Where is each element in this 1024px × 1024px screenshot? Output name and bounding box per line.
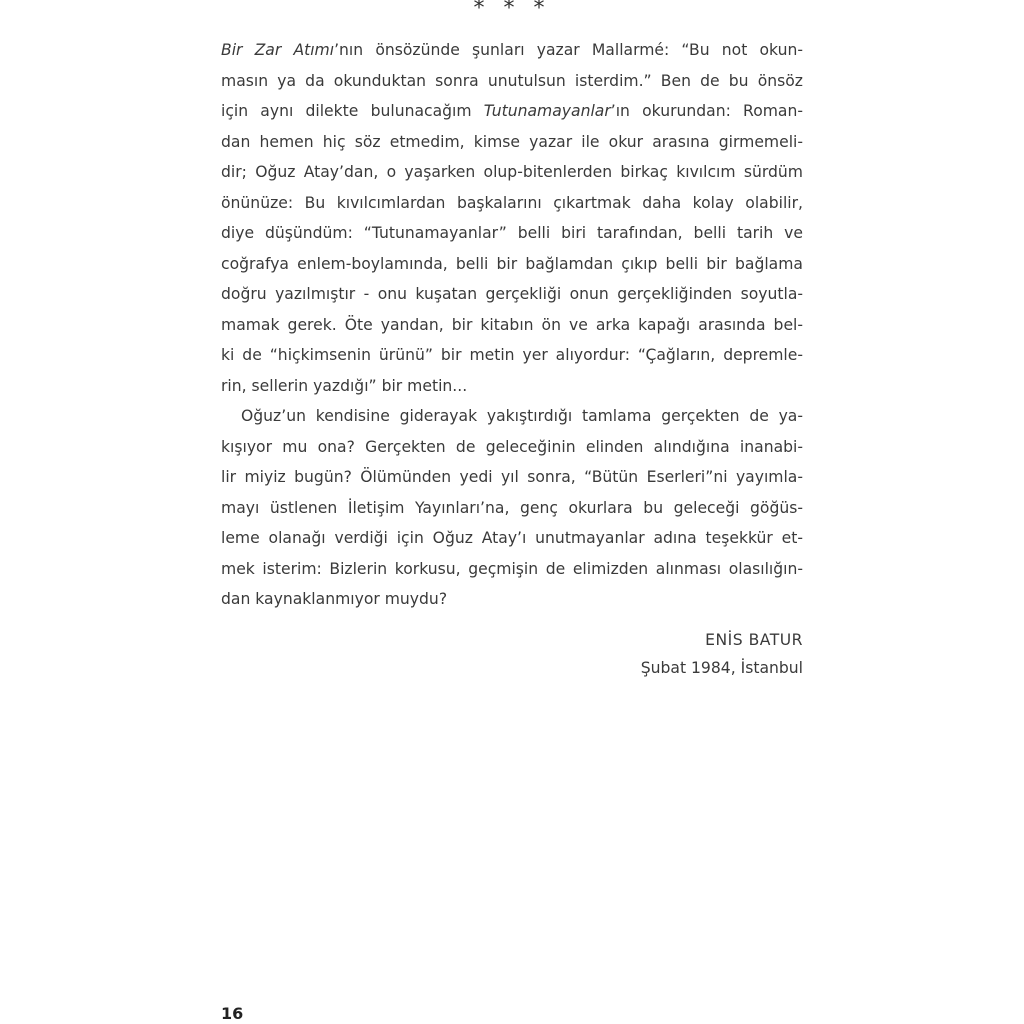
text-segment: coğrafya enlem-boylamında, belli bir bağlamdan çıkıp belli bir bağlama xyxy=(221,254,803,273)
text-segment: dan hemen hiç söz etmedim, kimse yazar ile okur arasına girmemeli- xyxy=(221,132,803,151)
signature-date: Şubat 1984, İstanbul xyxy=(640,659,803,677)
text-segment: lir miyiz bugün? Ölümünden yedi yıl sonra, “Bütün Eserleri”ni yayımla- xyxy=(221,468,803,486)
text-segment: rin, sellerin yazdığı” bir metin... xyxy=(221,376,468,395)
text-line xyxy=(221,157,803,188)
text-line xyxy=(221,127,803,158)
text-line xyxy=(221,249,803,280)
text-segment: ’nın önsözünde şunları yazar Mallarmé: “Bu not okun- xyxy=(334,41,803,59)
text-line xyxy=(221,554,803,585)
text-line xyxy=(221,66,803,97)
text-segment: için aynı dilekte bulunacağım xyxy=(221,102,484,120)
text-segment: doğru yazılmıştır - onu kuşatan gerçekliği onun gerçekliğinden soyutla- xyxy=(221,285,803,303)
book-title: Tutunamayanlar xyxy=(483,102,611,120)
text-segment: leme olanağı verdiği için Oğuz Atay’ı unutmayanlar adına teşekkür et- xyxy=(221,529,803,547)
text-segment: önünüze: Bu kıvılcımlardan başkalarını çıkartmak daha kolay olabilir, xyxy=(221,193,803,212)
text-segment: ki de “hiçkimsenin ürünü” bir metin yer alıyordur: “Çağların, depremle- xyxy=(221,346,803,364)
text-segment: diye düşündüm: “Tutunamayanlar” belli biri tarafından, belli tarih ve xyxy=(221,224,803,242)
text-line xyxy=(221,523,803,554)
page-number: 16 xyxy=(221,1004,244,1023)
text-line xyxy=(221,462,803,493)
text-segment: dan kaynaklanmıyor muydu? xyxy=(221,590,448,608)
text-line xyxy=(221,188,803,219)
text-segment: ’ın okurundan: Roman- xyxy=(610,102,803,120)
text-line xyxy=(221,279,803,310)
text-segment: mamak gerek. Öte yandan, bir kitabın ön ve arka kapağı arasında bel- xyxy=(221,315,803,334)
text-line xyxy=(221,96,803,127)
text-line xyxy=(221,310,803,341)
text-line xyxy=(221,432,803,463)
section-ornament: * * * xyxy=(473,0,551,21)
text-line xyxy=(221,218,803,249)
text-line xyxy=(221,35,803,66)
text-segment: masın ya da okunduktan sonra unutulsun isterdim.” Ben de bu önsöz xyxy=(221,71,803,90)
text-line xyxy=(221,493,803,524)
text-line xyxy=(221,371,803,402)
preface-text xyxy=(221,35,803,615)
text-line xyxy=(221,401,803,432)
book-title: Bir Zar Atımı xyxy=(221,41,335,59)
text-segment: Oğuz’un kendisine giderayak yakıştırdığı tamlama gerçekten de ya- xyxy=(241,407,803,425)
author-signature: ENİS BATUR xyxy=(705,631,803,649)
text-line xyxy=(221,340,803,371)
text-segment: kışıyor mu ona? Gerçekten de geleceğinin elinden alındığına inanabi- xyxy=(221,437,803,456)
text-segment: mek isterim: Bizlerin korkusu, geçmişin de elimizden alınması olasılığın- xyxy=(221,559,803,578)
text-segment: mayı üstlenen İletişim Yayınları’na, genç okurlara bu geleceği göğüs- xyxy=(221,498,803,517)
text-segment: dir; Oğuz Atay’dan, o yaşarken olup-bitenlerden birkaç kıvılcım sürdüm xyxy=(221,163,803,181)
text-line xyxy=(221,584,803,615)
